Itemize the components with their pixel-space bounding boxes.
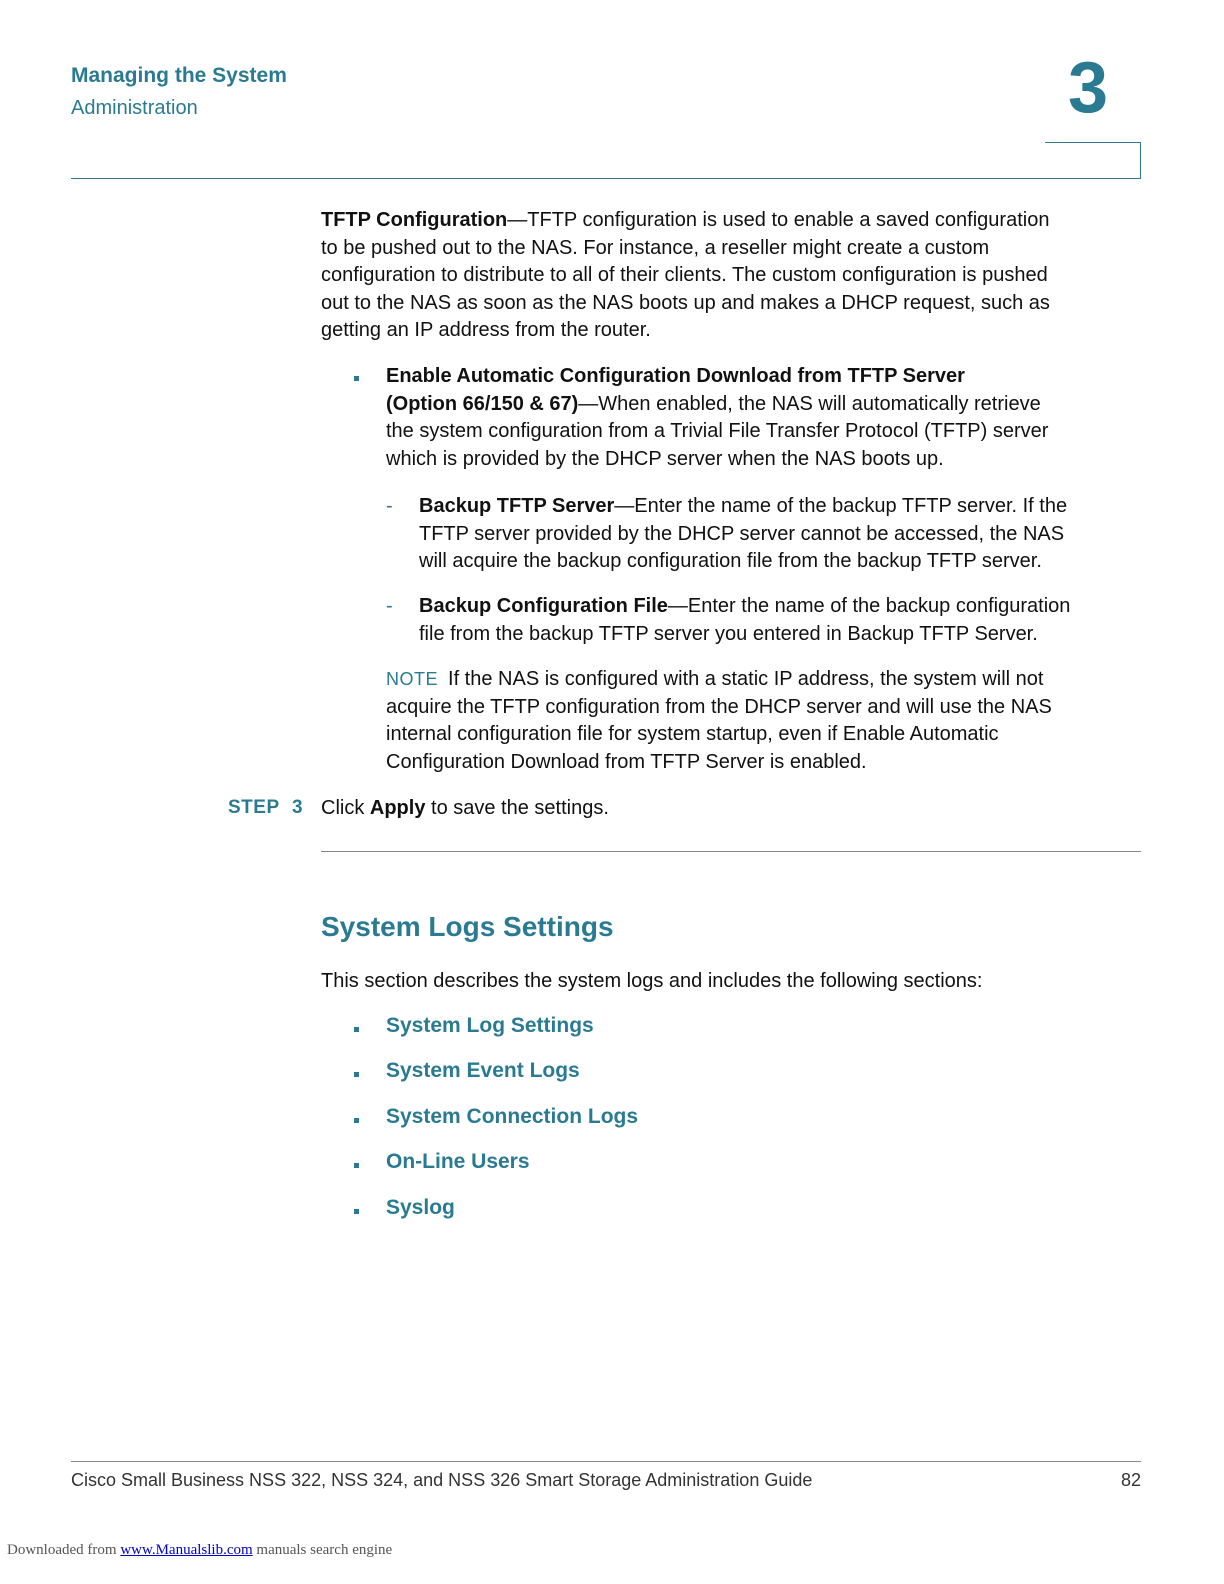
backup-server-line-2: TFTP server provided by the DHCP server cannot be accessed, the NAS (419, 522, 1065, 545)
manualslib-link[interactable]: www.Manualslib.com (120, 1542, 253, 1558)
bullet-icon (354, 1118, 359, 1123)
note-line-1: If the NAS is configured with a static IP address, the system will not (448, 668, 1044, 690)
link-system-log-settings[interactable]: System Log Settings (386, 1014, 594, 1037)
backup-file-item (419, 593, 1070, 648)
bullet-icon (354, 376, 359, 381)
note-block (386, 666, 1052, 776)
step-number: 3 (292, 797, 303, 818)
backup-file-term: Backup Configuration File (419, 595, 668, 617)
tftp-line-2: to be pushed out to the NAS. For instance, a reseller might create a custom (321, 236, 990, 259)
backup-server-term: Backup TFTP Server (419, 495, 615, 517)
note-line-4: Configuration Download from TFTP Server is enabled. (386, 750, 867, 773)
chapter-title: Managing the System (71, 64, 287, 87)
dash-icon: - (386, 595, 393, 617)
chapter-tab-outline (1045, 142, 1141, 178)
auto-config-line-3: the system configuration from a Trivial File Transfer Protocol (TFTP) server (386, 420, 1049, 442)
link-syslog[interactable]: Syslog (386, 1196, 455, 1219)
tftp-line-3: configuration to distribute to all of their clients. The custom configuration is pushed (321, 264, 1048, 286)
download-prefix: Downloaded from (7, 1542, 121, 1558)
bullet-icon (354, 1163, 359, 1168)
download-note (7, 1542, 392, 1559)
header-divider (71, 178, 1141, 179)
bullet-icon (354, 1209, 359, 1214)
tftp-line-1-text: —TFTP configuration is used to enable a saved configuration (507, 209, 1050, 231)
tftp-line-4: out to the NAS as soon as the NAS boots up and makes a DHCP request, such as (321, 291, 1050, 314)
tftp-line-5: getting an IP address from the router. (321, 319, 651, 341)
tftp-paragraph (321, 207, 1050, 345)
auto-config-term-1: Enable Automatic Configuration Download from TFTP Server (386, 365, 965, 387)
bullet-icon (354, 1072, 359, 1077)
auto-config-line-4: which is provided by the DHCP server when the NAS boots up. (386, 447, 944, 470)
backup-server-line-1: —Enter the name of the backup TFTP server. If the (614, 495, 1068, 517)
auto-config-line-2: —When enabled, the NAS will automatically retrieve (578, 392, 1041, 415)
note-line-2: acquire the TFTP configuration from the DHCP server and will use the NAS (386, 695, 1052, 718)
footer-divider (71, 1461, 1141, 1462)
section-title: System Logs Settings (321, 911, 614, 942)
section-name: Administration (71, 97, 198, 119)
step-text-post: to save the settings. (425, 797, 609, 819)
section-intro: This section describes the system logs and includes the following sections: (321, 970, 983, 992)
auto-config-item (386, 363, 1048, 473)
backup-server-item (419, 493, 1067, 576)
link-system-event-logs[interactable]: System Event Logs (386, 1059, 580, 1082)
backup-file-line-1: —Enter the name of the backup configuration (667, 595, 1071, 617)
step-text-pre: Click (321, 797, 370, 819)
section-divider (321, 851, 1141, 852)
page-number: 82 (1120, 1470, 1141, 1490)
note-label: NOTE (386, 669, 439, 689)
step-label: STEP (228, 797, 280, 818)
step-instruction (321, 795, 609, 823)
note-line-3: internal configuration file for system startup, even if Enable Automatic (386, 723, 999, 745)
link-system-connection-logs[interactable]: System Connection Logs (386, 1105, 639, 1128)
dash-icon: - (386, 495, 393, 517)
footer-guide-title: Cisco Small Business NSS 322, NSS 324, and NSS 326 Smart Storage Administration Guide (71, 1470, 813, 1490)
chapter-number: 3 (1068, 48, 1109, 128)
download-suffix: manuals search engine (252, 1542, 393, 1558)
auto-config-term-2: (Option 66/150 & 67) (386, 392, 579, 415)
apply-term: Apply (369, 797, 426, 819)
backup-server-line-3: will acquire the backup configuration file from the backup TFTP server. (419, 550, 1042, 572)
backup-file-line-2: file from the backup TFTP server you entered in Backup TFTP Server. (419, 622, 1038, 645)
bullet-icon (354, 1027, 359, 1032)
link-online-users[interactable]: On-Line Users (386, 1150, 530, 1173)
tftp-line-1 (321, 207, 1050, 235)
tftp-term: TFTP Configuration (321, 209, 508, 231)
